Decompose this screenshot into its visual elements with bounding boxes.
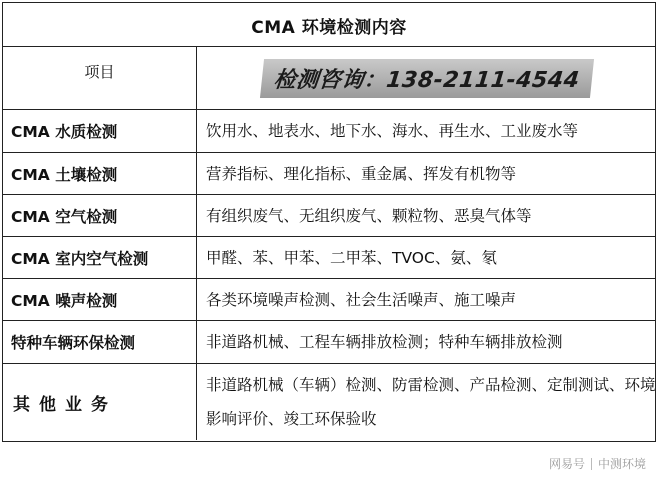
row-label-noise: CMA 噪声检测 bbox=[11, 291, 118, 310]
row-content-soil: 营养指标、理化指标、重金属、挥发有机物等 bbox=[206, 164, 517, 183]
content-table bbox=[2, 2, 656, 442]
row-content-water: 饮用水、地表水、地下水、海水、再生水、工业废水等 bbox=[206, 122, 579, 140]
column-divider bbox=[196, 47, 197, 440]
row-content-vehicle: 非道路机械、工程车辆排放检测；特种车辆排放检测 bbox=[206, 333, 563, 351]
row-label-water: CMA 水质检测 bbox=[11, 123, 118, 141]
header-item-label: 项目 bbox=[84, 63, 115, 81]
watermark-source: 网易号 bbox=[548, 457, 585, 471]
row-label-air: CMA 空气检测 bbox=[11, 207, 118, 226]
row-content-air: 有组织废气、无组织废气、颗粒物、恶臭气体等 bbox=[206, 206, 532, 225]
row-content-indoor-air: 甲醛、苯、甲苯、二甲苯、TVOC、氨、氡 bbox=[206, 248, 497, 267]
row-content-other: 非道路机械（车辆）检测、防雷检测、产品检测、定制测试、环境影响评价、竣工环保验收 bbox=[206, 376, 656, 428]
watermark-author: 中测环境 bbox=[597, 457, 646, 471]
table-title: CMA 环境检测内容 bbox=[251, 17, 407, 38]
row-content-noise: 各类环境噪声检测、社会生活噪声、施工噪声 bbox=[206, 290, 517, 309]
consult-banner bbox=[196, 47, 657, 109]
row-label-other: 其他业务 bbox=[13, 394, 117, 415]
watermark bbox=[549, 455, 646, 472]
watermark-separator bbox=[591, 458, 592, 470]
row-label-soil: CMA 土壤检测 bbox=[11, 165, 118, 184]
row-label-indoor-air: CMA 室内空气检测 bbox=[11, 249, 149, 268]
row-label-vehicle: 特种车辆环保检测 bbox=[11, 334, 136, 352]
consult-text: 检测咨询：138-2111-4544 bbox=[260, 59, 594, 98]
